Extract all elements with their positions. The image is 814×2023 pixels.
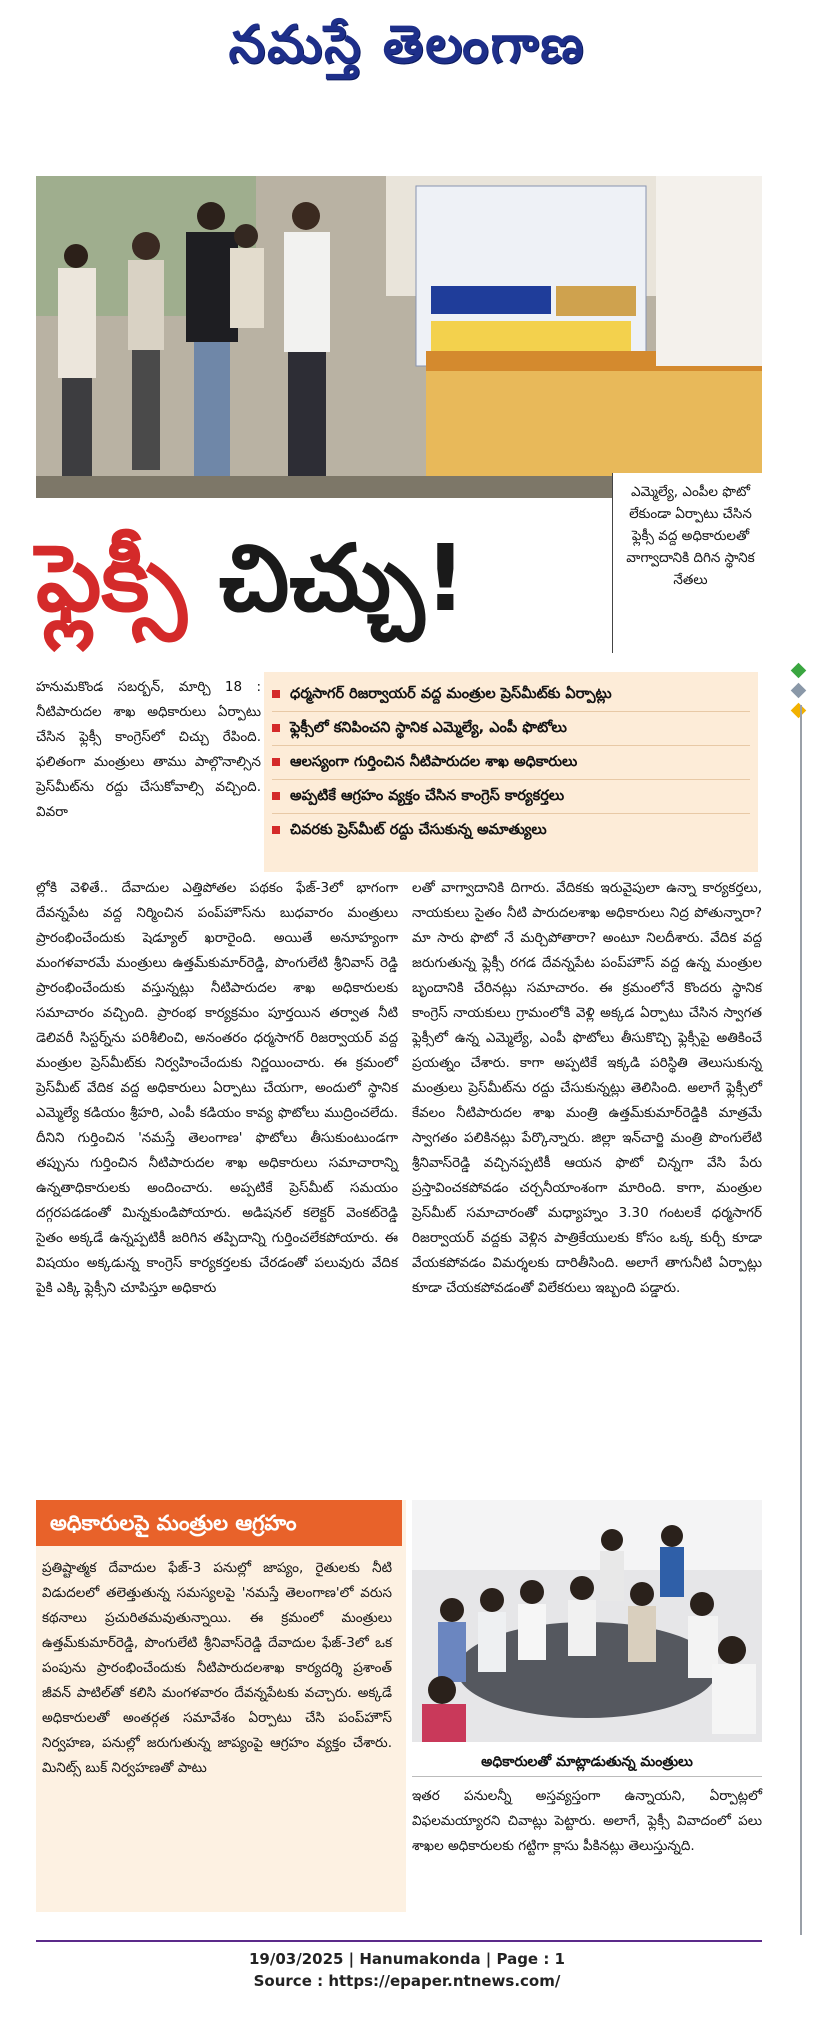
footer-source-line: Source : https://epaper.ntnews.com/ bbox=[253, 1972, 561, 1990]
footer-rule bbox=[36, 1940, 762, 1942]
grey-diamond-icon bbox=[791, 683, 807, 699]
headline-black-part: చిచ్చు! bbox=[186, 525, 467, 632]
yellow-diamond-icon bbox=[791, 703, 807, 719]
top-news-photo bbox=[36, 176, 762, 498]
body-column-left: ల్లోకి వెళితే.. దేవాదుల ఎత్తిపోతల పథకం ఫేజ్-3లో భాగంగా దేవన్నపేట వద్ద నిర్మించిన పంప్‌హౌస్‌ను బుధవారం మంత్రులు ప్రారంభించేందుకు షెడ్యూల్ ఖరారైంది. అయితే అనూహ్యంగా మంగళవారమే మంత్రులు ఉత్తమ్‌కుమార్‌రెడ్డి, పొంగులేటి శ్రీనివాస్ రెడ్డి ప్రారంభించేందుకు వస్తున్నట్లు నీటిపారుదల శాఖ అధికారులకు సమాచారం వచ్చింది. ప్రారంభ కార్యక్రమం పూర్తయిన తర్వాత నీటి డెలివరీ సిస్టర్న్‌ను పరిశీలించి, అనంతరం ధర్మసాగర్ రిజర్వాయర్ వద్ద మంత్రుల ప్రెస్‌మీట్‌కు నిర్వహించేందుకు నిర్ణయించారు. ఈ క్రమంలో ప్రెస్‌మీట్ వేదిక వద్ద అధికారులు ఏర్పాటు చేయగా, అందులో స్థానిక ఎమ్మెల్యే కడియం శ్రీహరి, ఎంపీ కడియం కావ్య ఫొటోలు ముద్రించలేదు. దీనిని గుర్తించిన 'నమస్తే తెలంగాణ' ఫొటోలు తీసుకుంటుండగా తప్పును గుర్తించిన నీటిపారుదల శాఖ అధికారులు సమాచారాన్ని ఉన్నతాధికారులకు అందించారు. అప్పటికే ప్రెస్‌మీట్ సమయం దగ్గరపడడంతో మిన్నకుండిపోయారు. అడిషనల్ కలెక్టర్ వెంకట్‌రెడ్డి సైతం అక్కడే ఉన్నప్పటికీ జరిగిన తప్పిదాన్ని గుర్తించలేకపోయారు. ఈ విషయం అక్కడున్న కాంగ్రెస్ కార్యకర్తలకు చేరడంతో పలువురు వేదిక పైకి ఎక్కి ఫ్లెక్సీని చూపిస్తూ అధికారు bbox=[36, 880, 398, 1296]
photo-caption-top: ఎమ్మెల్యే, ఎంపీల ఫొటో లేకుండా ఏర్పాటు చేసిన ఫ్లెక్సీ వద్ద అధికారులతో వాగ్వాదానికి దిగిన స్థానిక నేతలు bbox=[612, 473, 762, 653]
photo-caption-bottom: అధికారులతో మాట్లాడుతున్న మంత్రులు bbox=[412, 1748, 762, 1777]
section-title: అధికారులపై మంత్రుల ఆగ్రహం bbox=[36, 1500, 402, 1546]
bullet-square-icon bbox=[272, 758, 280, 766]
dateline-paragraph: హనుమకొండ సబర్బన్, మార్చి 18 : నీటిపారుదల శాఖ అధికారులు ఏర్పాటు చేసిన ఫ్లెక్సీ కాంగ్రెస్‌లో చిచ్చు రేపింది. ఫలితంగా మంత్రులు తాము పాల్గొనాల్సిన ప్రెస్‌మీట్‌ను రద్దు చేసుకోవాల్సి వచ్చింది. వివరా bbox=[36, 679, 261, 820]
highlights-box bbox=[264, 672, 758, 872]
bullet-square-icon bbox=[272, 826, 280, 834]
headline-red-part: ఫ్లెక్సీ bbox=[36, 525, 187, 632]
highlight-item: అప్పటికే ఆగ్రహం వ్యక్తం చేసిన కాంగ్రెస్ కార్యకర్తలు bbox=[272, 780, 750, 814]
event-stage-photo bbox=[36, 176, 762, 498]
footer-date-line: 19/03/2025 | Hanumakonda | Page : 1 bbox=[248, 1950, 565, 1968]
highlight-item: ఆలస్యంగా గుర్తించిన నీటిపారుదల శాఖ అధికారులు bbox=[272, 746, 750, 780]
ministers-meeting-photo bbox=[412, 1500, 762, 1742]
page-markers bbox=[792, 665, 806, 725]
footer bbox=[0, 1948, 814, 1992]
bullet-square-icon bbox=[272, 724, 280, 732]
masthead bbox=[0, 0, 814, 90]
section-body: ప్రతిష్టాత్మక దేవాదుల ఫేజ్-3 పనుల్లో జాప్యం, రైతులకు నీటి విడుదలలో తలెత్తుతున్న సమస్యలపై 'నమస్తే తెలంగాణ'లో వరుస కథనాలు ప్రచురితమవుతున్నాయి. ఈ క్రమంలో మంత్రులు ఉత్తమ్‌కుమార్‌రెడ్డి, పొంగులేటి శ్రీనివాస్‌రెడ్డి దేవాదుల ఫేజ్-3లో ఒక పంపును ప్రారంభించేందుకు నీటిపారుదలశాఖ కార్యదర్శి ప్రశాంత్ జీవన్ పాటిల్‌తో కలిసి మంగళవారం దేవన్నపేటకు వచ్చారు. అక్కడే అధికారులతో అంతర్గత సమావేశం ఏర్పాటు చేసి పంప్‌హౌస్ నిర్వహణ, పనుల్లో జరుగుతున్న జాప్యంపై ఆగ్రహం వ్యక్తం చేశారు. మినిట్స్ బుక్ నిర్వహణతో పాటు bbox=[42, 1560, 392, 1776]
bullet-square-icon bbox=[272, 690, 280, 698]
highlight-item: ఫ్లెక్సీలో కనిపించని స్థానిక ఎమ్మెల్యే, ఎంపీ ఫొటోలు bbox=[272, 712, 750, 746]
body-right-bottom: ఇతర పనులన్నీ అస్తవ్యస్తంగా ఉన్నాయని, ఏర్పాట్లలో విఫలమయ్యారని చివాట్లు పెట్టారు. అలాగే, ఫ్లెక్సీ వివాదంలో పలు శాఖల అధికారులకు గట్టిగా క్లాసు పీకినట్లు తెలుస్తున్నది. bbox=[412, 1788, 762, 1854]
side-rule bbox=[800, 705, 802, 1935]
newspaper-logo: నమస్తే తెలంగాణ bbox=[228, 15, 586, 75]
highlight-item: ధర్మసాగర్ రిజర్వాయర్ వద్ద మంత్రుల ప్రెస్‌మీట్‌కు ఏర్పాట్లు bbox=[272, 678, 750, 712]
green-diamond-icon bbox=[791, 663, 807, 679]
meeting-photo bbox=[412, 1500, 762, 1742]
body-column-right: లతో వాగ్వాదానికి దిగారు. వేదికకు ఇరువైపులా ఉన్నా కార్యకర్తలు, నాయకులు సైతం నీటి పారుదలశాఖ అధికారులు నిద్ర పోతున్నారా? మా సారు ఫొటో నే మర్చిపోతారా? అంటూ నిలదీశారు. వేదిక వద్ద జరుగుతున్న ఫ్లెక్సీ రగడ దేవన్నపేట పంప్‌హౌస్ వద్ద ఉన్న మంత్రుల బృందానికి చేరినట్లు సమాచారం. ఈ క్రమంలోనే కొందరు స్థానిక కాంగ్రెస్ నాయకులు గ్రామంలోకి వెళ్లి అక్కడ ఏర్పాటు చేసిన స్వాగత ఫ్లెక్సీలో ఉన్న ఎమ్మెల్యే, ఎంపీ ఫొటోలు తీసుకొచ్చి ఫ్లెక్సీపై అతికించే ప్రయత్నం చేశారు. కాగా అప్పటికే ఇక్కడి పరిస్థితి తెలుసుకున్న మంత్రులు ప్రెస్‌మీట్‌ను రద్దు చేసుకున్నట్లు తెలిసింది. అలాగే ఫ్లెక్సీలో కేవలం నీటిపారుదల శాఖ మంత్రి ఉత్తమ్‌కుమార్‌రెడ్డికి మాత్రమే స్వాగతం పలికినట్లు పేర్కొన్నారు. జిల్లా ఇన్‌చార్జి మంత్రి పొంగులేటి శ్రీనివాస్‌రెడ్డి వచ్చినప్పటికీ ఆయన ఫొటో చిన్నగా వేసి పేరు ప్రస్తావించకపోవడం చర్చనీయాంశంగా మారింది. కాగా, మంత్రుల ప్రెస్‌మీట్ సమాచారంతో మధ్యాహ్నం 3.30 గంటలకే ధర్మసాగర్ రిజర్వాయర్ వద్దకు వెళ్లిన పాత్రికేయులకు కోసం ఒక్క కుర్చీ కూడా వేయకపోవడం విమర్శలకు దారితీసింది. అలాగే తాగునీటి ఏర్పాట్లు కూడా చేయకపోవడంతో విలేకరులు ఇబ్బంది పడ్డారు. bbox=[412, 880, 762, 1296]
main-headline bbox=[36, 505, 601, 653]
bullet-square-icon bbox=[272, 792, 280, 800]
highlight-item: చివరకు ప్రెస్‌మీట్ రద్దు చేసుకున్న అమాత్యులు bbox=[272, 814, 750, 847]
